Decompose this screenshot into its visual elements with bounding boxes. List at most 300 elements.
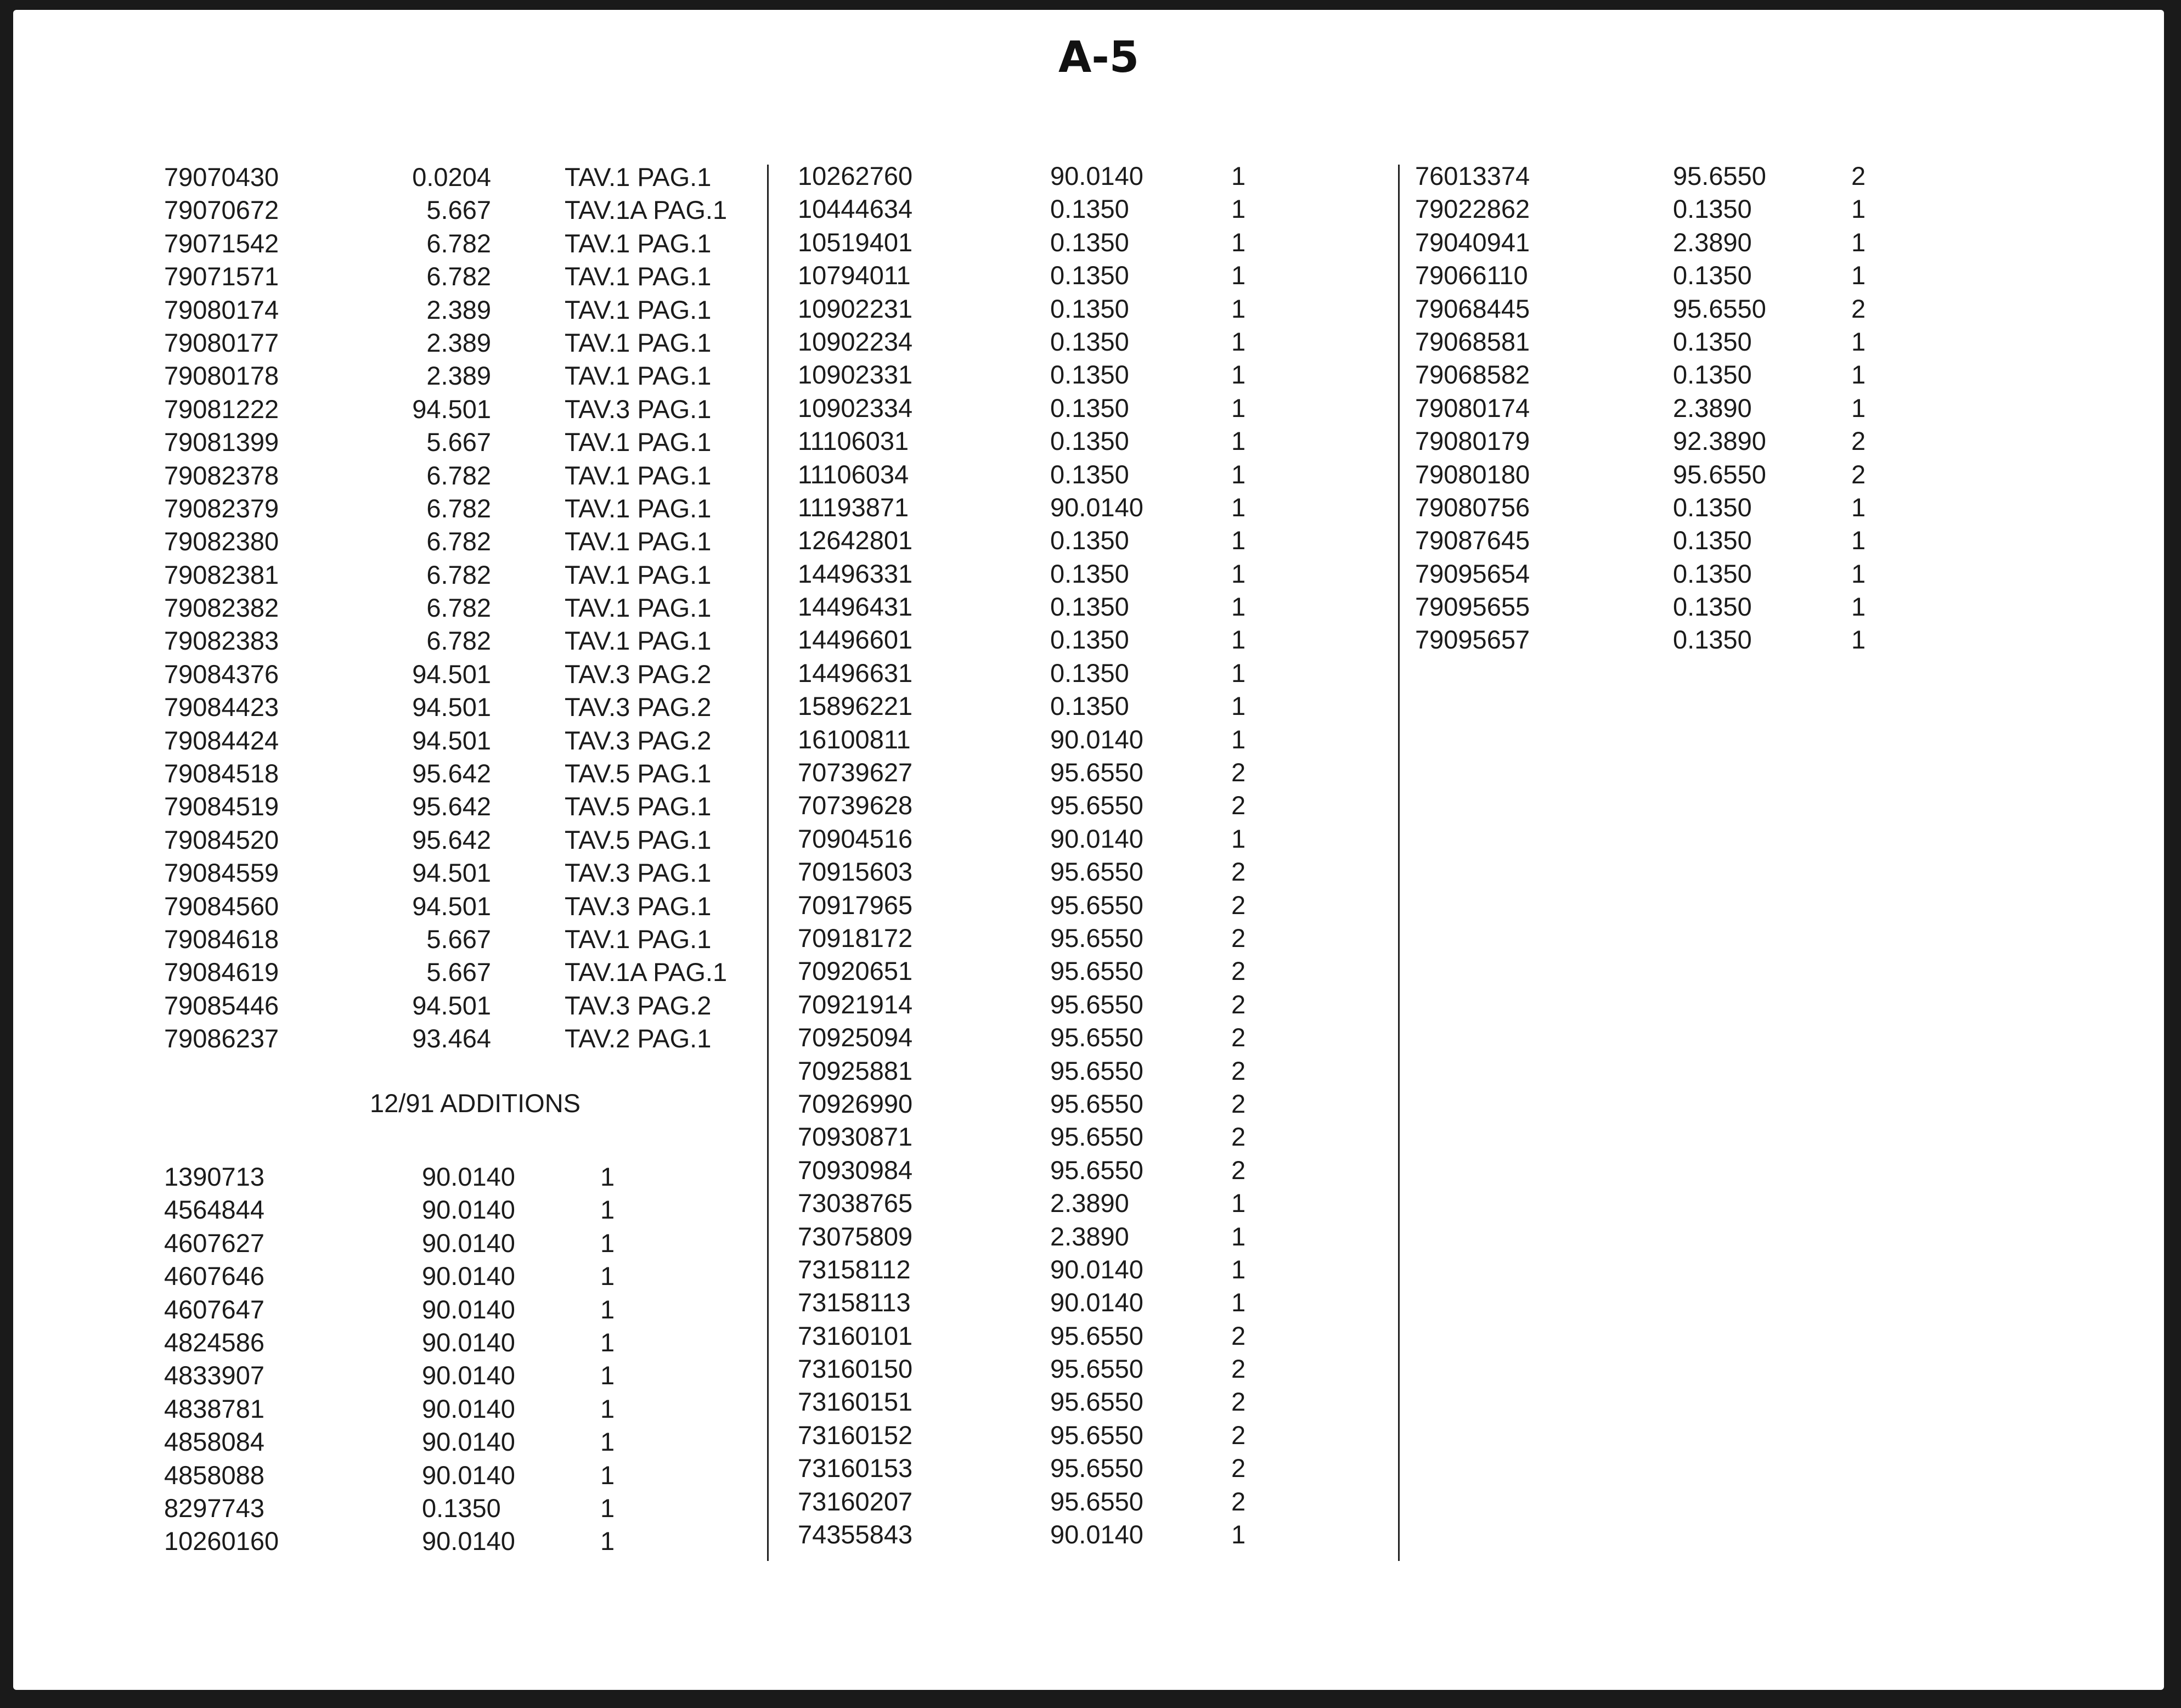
- code-cell: 79084619: [164, 957, 279, 987]
- value-cell: 2.3890: [1050, 1188, 1129, 1218]
- code-cell: 12642801: [798, 526, 913, 555]
- code-cell: 10902231: [798, 294, 913, 323]
- flag-cell: 1: [1231, 526, 1246, 555]
- table-row: [798, 723, 1292, 756]
- value-cell: 90.0140: [422, 1427, 515, 1457]
- reference-cell: TAV.3 PAG.2: [565, 725, 712, 755]
- flag-cell: 1: [1231, 492, 1246, 522]
- reference-cell: TAV.3 PAG.2: [565, 990, 712, 1020]
- code-cell: 10902331: [798, 360, 913, 390]
- value-cell: 95.6550: [1673, 459, 1766, 489]
- table-row: [798, 789, 1292, 822]
- flag-cell: 1: [600, 1327, 615, 1357]
- table-row: [1415, 292, 1909, 325]
- table-row: [1415, 392, 1909, 425]
- code-cell: 4858088: [164, 1460, 264, 1490]
- code-cell: 11193871: [798, 492, 909, 522]
- flag-cell: 1: [1851, 326, 1866, 356]
- code-cell: 79081399: [164, 427, 279, 457]
- value-cell: 2.389: [426, 328, 491, 357]
- flag-cell: 2: [1231, 1321, 1246, 1350]
- flag-cell: 2: [1231, 791, 1246, 820]
- table-row: [1415, 358, 1909, 391]
- reference-cell: TAV.1 PAG.1: [565, 527, 712, 556]
- reference-cell: TAV.1 PAG.1: [565, 493, 712, 523]
- table-row: [798, 425, 1292, 458]
- code-cell: 79080178: [164, 361, 279, 391]
- value-cell: 5.667: [426, 427, 491, 457]
- reference-cell: TAV.3 PAG.2: [565, 692, 712, 722]
- code-cell: 4824586: [164, 1327, 264, 1357]
- flag-cell: 1: [1231, 326, 1246, 356]
- flag-cell: 2: [1231, 1122, 1246, 1152]
- flag-cell: 1: [1231, 1520, 1246, 1549]
- code-cell: 79084519: [164, 792, 279, 821]
- code-cell: 14496331: [798, 559, 913, 588]
- value-cell: 95.6550: [1673, 161, 1766, 190]
- table-row: [164, 294, 746, 326]
- flag-cell: 2: [1231, 758, 1246, 787]
- code-cell: 79068582: [1415, 360, 1530, 390]
- value-cell: 93.464: [412, 1024, 491, 1053]
- table-row: [164, 426, 746, 459]
- reference-cell: TAV.3 PAG.2: [565, 659, 712, 689]
- table-row: [798, 1419, 1292, 1452]
- table-row: [164, 161, 746, 194]
- code-cell: 11106031: [798, 426, 909, 456]
- value-cell: 0.0204: [412, 162, 491, 191]
- table-row: [798, 988, 1292, 1021]
- flag-cell: 2: [1231, 956, 1246, 986]
- code-cell: 79071571: [164, 262, 279, 291]
- value-cell: 2.3890: [1050, 1221, 1129, 1251]
- table-row: [1415, 193, 1909, 226]
- table-row: [164, 658, 746, 691]
- code-cell: 79082382: [164, 593, 279, 623]
- value-cell: 95.6550: [1050, 1354, 1143, 1384]
- value-cell: 94.501: [412, 659, 491, 689]
- code-cell: 16100811: [798, 724, 911, 754]
- table-row: [798, 1518, 1292, 1551]
- value-cell: 0.1350: [422, 1493, 501, 1523]
- table-row: [1415, 623, 1909, 656]
- code-cell: 79084560: [164, 891, 279, 921]
- code-cell: 79080174: [164, 295, 279, 324]
- value-cell: 0.1350: [1673, 526, 1752, 555]
- value-cell: 95.6550: [1050, 1486, 1143, 1516]
- code-cell: 70921914: [798, 989, 913, 1019]
- code-cell: 70930871: [798, 1122, 913, 1152]
- table-row: [164, 1227, 746, 1260]
- value-cell: 95.6550: [1050, 923, 1143, 952]
- table-row: [164, 856, 746, 889]
- code-cell: 14496601: [798, 625, 913, 655]
- flag-cell: 1: [600, 1162, 615, 1191]
- value-cell: 95.6550: [1050, 1387, 1143, 1417]
- code-cell: 10902334: [798, 393, 913, 422]
- code-cell: 73160150: [798, 1354, 913, 1384]
- value-cell: 90.0140: [422, 1294, 515, 1324]
- table-row: [164, 326, 746, 359]
- code-cell: 4838781: [164, 1394, 264, 1423]
- flag-cell: 1: [1231, 227, 1246, 257]
- value-cell: 0.1350: [1050, 294, 1129, 323]
- code-cell: 79080174: [1415, 393, 1530, 422]
- code-cell: 79080756: [1415, 492, 1530, 522]
- reference-cell: TAV.2 PAG.1: [565, 1024, 712, 1053]
- code-cell: 79084618: [164, 924, 279, 954]
- value-cell: 95.6550: [1050, 956, 1143, 986]
- table-row: [164, 591, 746, 624]
- value-cell: 6.782: [426, 262, 491, 291]
- reference-cell: TAV.1 PAG.1: [565, 361, 712, 391]
- code-cell: 79095655: [1415, 592, 1530, 622]
- flag-cell: 1: [1231, 360, 1246, 390]
- code-cell: 79070672: [164, 195, 279, 225]
- table-row: [798, 226, 1292, 259]
- code-cell: 79082380: [164, 527, 279, 556]
- table-row: [1415, 590, 1909, 623]
- additions-table: [164, 1160, 746, 1558]
- flag-cell: 1: [600, 1261, 615, 1291]
- middle-table: [798, 160, 1292, 1551]
- code-cell: 70926990: [798, 1089, 913, 1118]
- value-cell: 0.1350: [1673, 559, 1752, 588]
- value-cell: 94.501: [412, 725, 491, 755]
- right-table: [1415, 160, 1909, 657]
- code-cell: 79080179: [1415, 426, 1530, 456]
- value-cell: 0.1350: [1050, 592, 1129, 622]
- reference-cell: TAV.1 PAG.1: [565, 228, 712, 258]
- code-cell: 79081222: [164, 394, 279, 424]
- flag-cell: 1: [1231, 261, 1246, 290]
- flag-cell: 1: [600, 1361, 615, 1390]
- code-cell: 4833907: [164, 1361, 264, 1390]
- table-row: [1415, 557, 1909, 590]
- code-cell: 79095657: [1415, 625, 1530, 655]
- code-cell: 10444634: [798, 194, 913, 224]
- table-row: [164, 1525, 746, 1558]
- code-cell: 73038765: [798, 1188, 913, 1218]
- page-number: A-5: [1058, 33, 1140, 82]
- table-row: [164, 1260, 746, 1293]
- table-row: [798, 822, 1292, 855]
- flag-cell: 1: [1231, 691, 1246, 721]
- code-cell: 70918172: [798, 923, 913, 952]
- code-cell: 10519401: [798, 227, 913, 257]
- code-cell: 11106034: [798, 459, 909, 489]
- reference-cell: TAV.3 PAG.1: [565, 394, 712, 424]
- value-cell: 0.1350: [1050, 393, 1129, 422]
- table-row: [798, 358, 1292, 391]
- table-row: [798, 1352, 1292, 1385]
- table-row: [164, 1393, 746, 1425]
- table-row: [798, 1286, 1292, 1319]
- value-cell: 90.0140: [1050, 1288, 1143, 1317]
- value-cell: 0.1350: [1050, 194, 1129, 224]
- value-cell: 0.1350: [1050, 426, 1129, 456]
- code-cell: 79070430: [164, 162, 279, 191]
- flag-cell: 2: [1851, 459, 1866, 489]
- flag-cell: 1: [600, 1228, 615, 1258]
- code-cell: 4607646: [164, 1261, 264, 1291]
- flag-cell: 1: [1231, 426, 1246, 456]
- code-cell: 70915603: [798, 857, 913, 887]
- code-cell: 73160101: [798, 1321, 913, 1350]
- reference-cell: TAV.1 PAG.1: [565, 328, 712, 357]
- table-row: [798, 392, 1292, 425]
- table-row: [798, 756, 1292, 789]
- value-cell: 95.642: [412, 759, 491, 788]
- value-cell: 6.782: [426, 228, 491, 258]
- table-row: [798, 557, 1292, 590]
- value-cell: 5.667: [426, 195, 491, 225]
- flag-cell: 2: [1231, 1056, 1246, 1085]
- table-row: [164, 1193, 746, 1226]
- table-row: [164, 890, 746, 923]
- value-cell: 0.1350: [1673, 360, 1752, 390]
- table-row: [164, 923, 746, 956]
- reference-cell: TAV.1 PAG.1: [565, 560, 712, 589]
- table-row: [798, 1087, 1292, 1120]
- value-cell: 95.6550: [1050, 1453, 1143, 1483]
- code-cell: 73160151: [798, 1387, 913, 1417]
- code-cell: 79022862: [1415, 194, 1530, 224]
- flag-cell: 1: [1851, 526, 1866, 555]
- reference-cell: TAV.5 PAG.1: [565, 759, 712, 788]
- code-cell: 74355843: [798, 1520, 913, 1549]
- value-cell: 0.1350: [1673, 625, 1752, 655]
- value-cell: 90.0140: [422, 1228, 515, 1258]
- flag-cell: 2: [1231, 1486, 1246, 1516]
- reference-cell: TAV.1 PAG.1: [565, 460, 712, 490]
- table-row: [798, 160, 1292, 193]
- table-row: [164, 1293, 746, 1326]
- code-cell: 70920651: [798, 956, 913, 986]
- value-cell: 94.501: [412, 891, 491, 921]
- code-cell: 79080177: [164, 328, 279, 357]
- code-cell: 14496631: [798, 658, 913, 687]
- value-cell: 95.642: [412, 825, 491, 854]
- code-cell: 70917965: [798, 890, 913, 920]
- code-cell: 73075809: [798, 1221, 913, 1251]
- table-row: [798, 657, 1292, 690]
- flag-cell: 2: [1231, 923, 1246, 952]
- code-cell: 73160153: [798, 1453, 913, 1483]
- flag-cell: 1: [600, 1460, 615, 1490]
- code-cell: 8297743: [164, 1493, 264, 1523]
- value-cell: 6.782: [426, 593, 491, 623]
- value-cell: 90.0140: [422, 1394, 515, 1423]
- flag-cell: 1: [1851, 492, 1866, 522]
- table-row: [164, 1326, 746, 1359]
- value-cell: 2.389: [426, 295, 491, 324]
- value-cell: 0.1350: [1050, 459, 1129, 489]
- value-cell: 95.642: [412, 792, 491, 821]
- reference-cell: TAV.5 PAG.1: [565, 825, 712, 854]
- flag-cell: 1: [1231, 559, 1246, 588]
- code-cell: 10902234: [798, 326, 913, 356]
- code-cell: 79084424: [164, 725, 279, 755]
- code-cell: 70904516: [798, 824, 913, 853]
- value-cell: 2.3890: [1673, 227, 1752, 257]
- table-row: [164, 824, 746, 856]
- flag-cell: 1: [1231, 658, 1246, 687]
- table-row: [164, 691, 746, 724]
- table-row: [164, 393, 746, 426]
- code-cell: 79082383: [164, 626, 279, 656]
- value-cell: 90.0140: [422, 1361, 515, 1390]
- flag-cell: 1: [600, 1493, 615, 1523]
- code-cell: 79068445: [1415, 294, 1530, 323]
- reference-cell: TAV.1A PAG.1: [565, 957, 728, 987]
- flag-cell: 1: [1851, 194, 1866, 224]
- value-cell: 6.782: [426, 460, 491, 490]
- code-cell: 70739627: [798, 758, 913, 787]
- table-row: [164, 1459, 746, 1492]
- value-cell: 95.6550: [1050, 1089, 1143, 1118]
- column-divider-left: [767, 165, 769, 1561]
- value-cell: 0.1350: [1050, 526, 1129, 555]
- value-cell: 90.0140: [1050, 1520, 1143, 1549]
- column-divider-right: [1398, 165, 1400, 1561]
- table-row: [1415, 425, 1909, 458]
- table-row: [798, 1154, 1292, 1187]
- value-cell: 0.1350: [1050, 559, 1129, 588]
- table-row: [1415, 160, 1909, 193]
- table-row: [164, 757, 746, 790]
- table-row: [164, 1022, 746, 1055]
- table-row: [798, 955, 1292, 988]
- additions-heading: 12/91 ADDITIONS: [370, 1089, 581, 1118]
- flag-cell: 1: [600, 1526, 615, 1556]
- table-row: [1415, 226, 1909, 259]
- flag-cell: 1: [600, 1294, 615, 1324]
- value-cell: 6.782: [426, 527, 491, 556]
- table-row: [1415, 259, 1909, 292]
- flag-cell: 1: [1231, 592, 1246, 622]
- table-row: [164, 790, 746, 823]
- code-cell: 10262760: [798, 161, 913, 190]
- code-cell: 4607647: [164, 1294, 264, 1324]
- reference-cell: TAV.5 PAG.1: [565, 792, 712, 821]
- reference-cell: TAV.1 PAG.1: [565, 427, 712, 457]
- code-cell: 79068581: [1415, 326, 1530, 356]
- flag-cell: 1: [1851, 261, 1866, 290]
- reference-cell: TAV.1 PAG.1: [565, 162, 712, 191]
- table-row: [164, 956, 746, 989]
- value-cell: 95.6550: [1050, 989, 1143, 1019]
- reference-cell: TAV.3 PAG.1: [565, 891, 712, 921]
- value-cell: 0.1350: [1050, 625, 1129, 655]
- value-cell: 94.501: [412, 394, 491, 424]
- value-cell: 0.1350: [1050, 691, 1129, 721]
- code-cell: 79082381: [164, 560, 279, 589]
- value-cell: 0.1350: [1050, 326, 1129, 356]
- flag-cell: 1: [1231, 1254, 1246, 1284]
- table-row: [798, 1220, 1292, 1253]
- flag-cell: 1: [1231, 625, 1246, 655]
- table-row: [798, 524, 1292, 557]
- table-row: [798, 259, 1292, 292]
- table-row: [164, 1359, 746, 1392]
- code-cell: 79082378: [164, 460, 279, 490]
- table-row: [164, 227, 746, 260]
- code-cell: 79082379: [164, 493, 279, 523]
- table-row: [1415, 524, 1909, 557]
- flag-cell: 1: [1231, 161, 1246, 190]
- value-cell: 2.3890: [1673, 393, 1752, 422]
- code-cell: 14496431: [798, 592, 913, 622]
- value-cell: 95.6550: [1673, 294, 1766, 323]
- flag-cell: 2: [1231, 1155, 1246, 1185]
- value-cell: 90.0140: [1050, 724, 1143, 754]
- reference-cell: TAV.1 PAG.1: [565, 924, 712, 954]
- table-row: [798, 1120, 1292, 1153]
- code-cell: 70925881: [798, 1056, 913, 1085]
- table-row: [164, 1492, 746, 1525]
- value-cell: 94.501: [412, 692, 491, 722]
- table-row: [798, 1187, 1292, 1220]
- value-cell: 95.6550: [1050, 1056, 1143, 1085]
- code-cell: 70739628: [798, 791, 913, 820]
- table-row: [798, 1320, 1292, 1352]
- reference-cell: TAV.1A PAG.1: [565, 195, 728, 225]
- value-cell: 95.6550: [1050, 857, 1143, 887]
- flag-cell: 2: [1231, 890, 1246, 920]
- code-cell: 73158112: [798, 1254, 911, 1284]
- left-table: [164, 161, 746, 1056]
- reference-cell: TAV.3 PAG.1: [565, 858, 712, 888]
- code-cell: 10794011: [798, 261, 911, 290]
- reference-cell: TAV.1 PAG.1: [565, 593, 712, 623]
- code-cell: 79080180: [1415, 459, 1530, 489]
- reference-cell: TAV.1 PAG.1: [565, 262, 712, 291]
- table-row: [798, 1452, 1292, 1485]
- code-cell: 4564844: [164, 1195, 264, 1225]
- code-cell: 70930984: [798, 1155, 913, 1185]
- code-cell: 79084376: [164, 659, 279, 689]
- value-cell: 0.1350: [1050, 658, 1129, 687]
- value-cell: 0.1350: [1673, 326, 1752, 356]
- value-cell: 92.3890: [1673, 426, 1766, 456]
- value-cell: 95.6550: [1050, 1155, 1143, 1185]
- table-row: [1415, 491, 1909, 524]
- code-cell: 73160207: [798, 1486, 913, 1516]
- code-cell: 73158113: [798, 1288, 911, 1317]
- value-cell: 90.0140: [422, 1162, 515, 1191]
- flag-cell: 1: [1231, 294, 1246, 323]
- flag-cell: 2: [1231, 1453, 1246, 1483]
- flag-cell: 1: [1231, 459, 1246, 489]
- flag-cell: 1: [600, 1195, 615, 1225]
- table-row: [798, 855, 1292, 888]
- table-row: [164, 1425, 746, 1458]
- value-cell: 0.1350: [1673, 194, 1752, 224]
- value-cell: 90.0140: [1050, 1254, 1143, 1284]
- table-row: [164, 624, 746, 657]
- value-cell: 95.6550: [1050, 1420, 1143, 1450]
- table-row: [798, 491, 1292, 524]
- value-cell: 0.1350: [1050, 227, 1129, 257]
- table-row: [164, 559, 746, 591]
- code-cell: 79095654: [1415, 559, 1530, 588]
- value-cell: 95.6550: [1050, 1122, 1143, 1152]
- value-cell: 90.0140: [1050, 824, 1143, 853]
- value-cell: 90.0140: [1050, 492, 1143, 522]
- value-cell: 6.782: [426, 560, 491, 589]
- table-row: [164, 525, 746, 558]
